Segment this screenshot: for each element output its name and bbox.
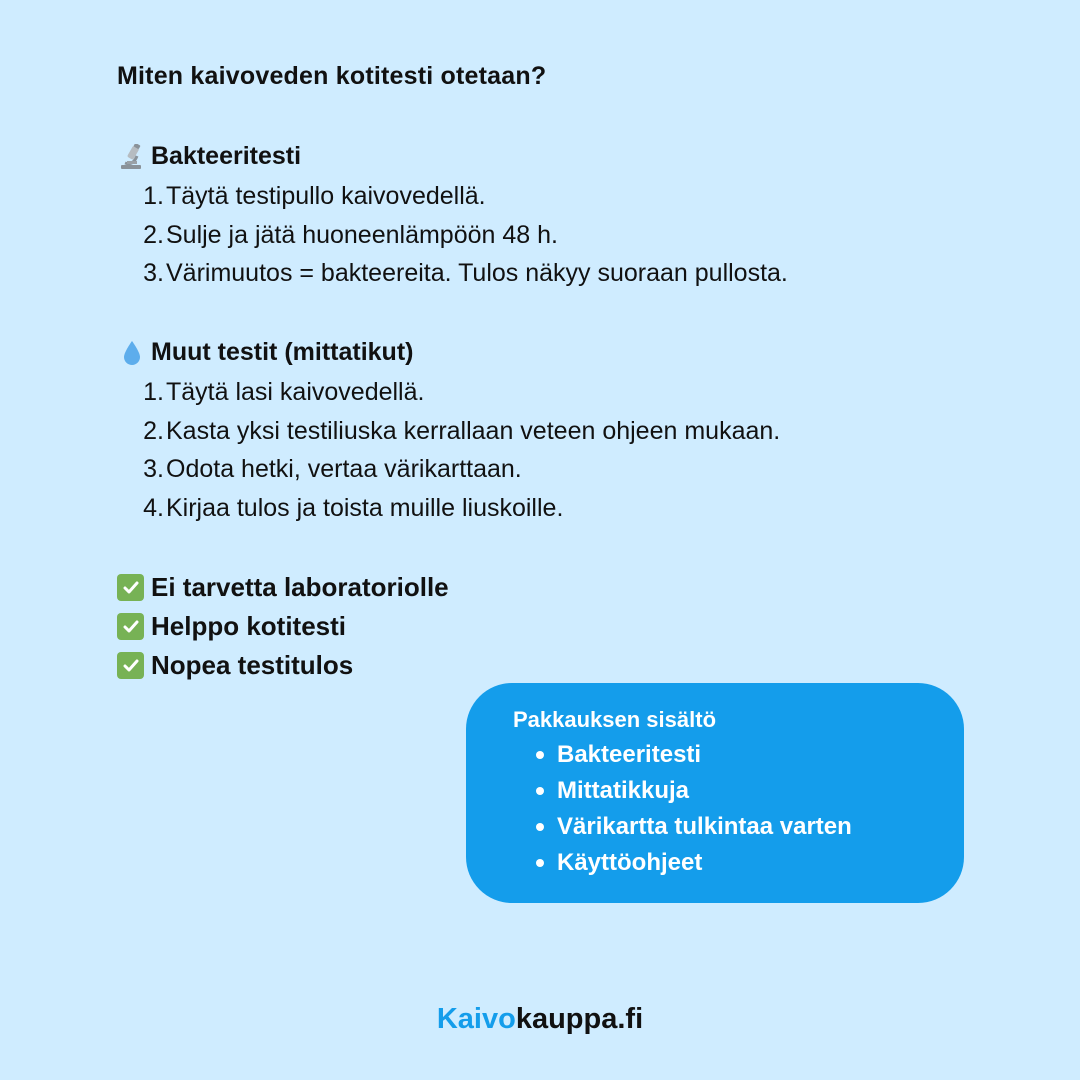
bullet-icon: [536, 787, 544, 795]
package-contents-box: [466, 683, 964, 903]
step-item: 2. Sulje ja jätä huoneenlämpöön 48 h.: [143, 220, 558, 249]
benefit-item: Nopea testitulos: [117, 646, 449, 685]
bullet-icon: [536, 751, 544, 759]
package-item: Bakteeritesti: [536, 737, 852, 773]
step-item: 4. Kirjaa tulos ja toista muille liuskoille.: [143, 493, 564, 522]
step-item: 3. Odota hetki, vertaa värikarttaan.: [143, 455, 522, 483]
microscope-icon: [117, 143, 147, 171]
section-heading-text: Bakteeritesti: [151, 142, 302, 170]
bullet-icon: [536, 859, 544, 867]
logo-part-kaivo: Kaivo: [436, 1003, 516, 1035]
step-item: 1. Täytä testipullo kaivovedellä.: [143, 182, 486, 210]
benefit-item: Ei tarvetta laboratoriolle: [117, 568, 449, 607]
bullet-icon: [536, 823, 544, 831]
step-item: 3. Värimuutos = bakteereita. Tulos näkyy suoraan pullosta.: [143, 259, 788, 287]
step-item: 2. Kasta yksi testiliuska kerrallaan veteen ohjeen mukaan.: [143, 416, 781, 445]
package-contents-list: [536, 737, 852, 881]
bakteeritesti-steps: [137, 177, 788, 293]
check-mark-icon: [117, 574, 144, 601]
page-title: Miten kaivoveden kotitesti otetaan?: [117, 62, 547, 90]
package-item: Mittatikkuja: [536, 773, 852, 809]
brand-logo: [0, 1003, 1080, 1036]
check-mark-icon: [117, 652, 144, 679]
section-heading-bakteeritesti: [117, 142, 301, 171]
package-item: Käyttöohjeet: [536, 845, 852, 881]
water-drop-icon: [117, 339, 147, 367]
check-mark-icon: [117, 613, 144, 640]
benefit-item: Helppo kotitesti: [117, 607, 449, 646]
logo-part-kauppa: kauppa.fi: [515, 1003, 644, 1035]
step-item: 1. Täytä lasi kaivovedellä.: [143, 378, 425, 406]
package-item: Värikartta tulkintaa varten: [536, 809, 852, 845]
section-heading-text: Muut testit (mittatikut): [151, 338, 414, 366]
benefits-list: [117, 568, 449, 685]
muut-testit-steps: [137, 373, 780, 527]
package-contents-title: Pakkauksen sisältö: [513, 707, 717, 732]
section-heading-muut-testit: [117, 338, 413, 367]
